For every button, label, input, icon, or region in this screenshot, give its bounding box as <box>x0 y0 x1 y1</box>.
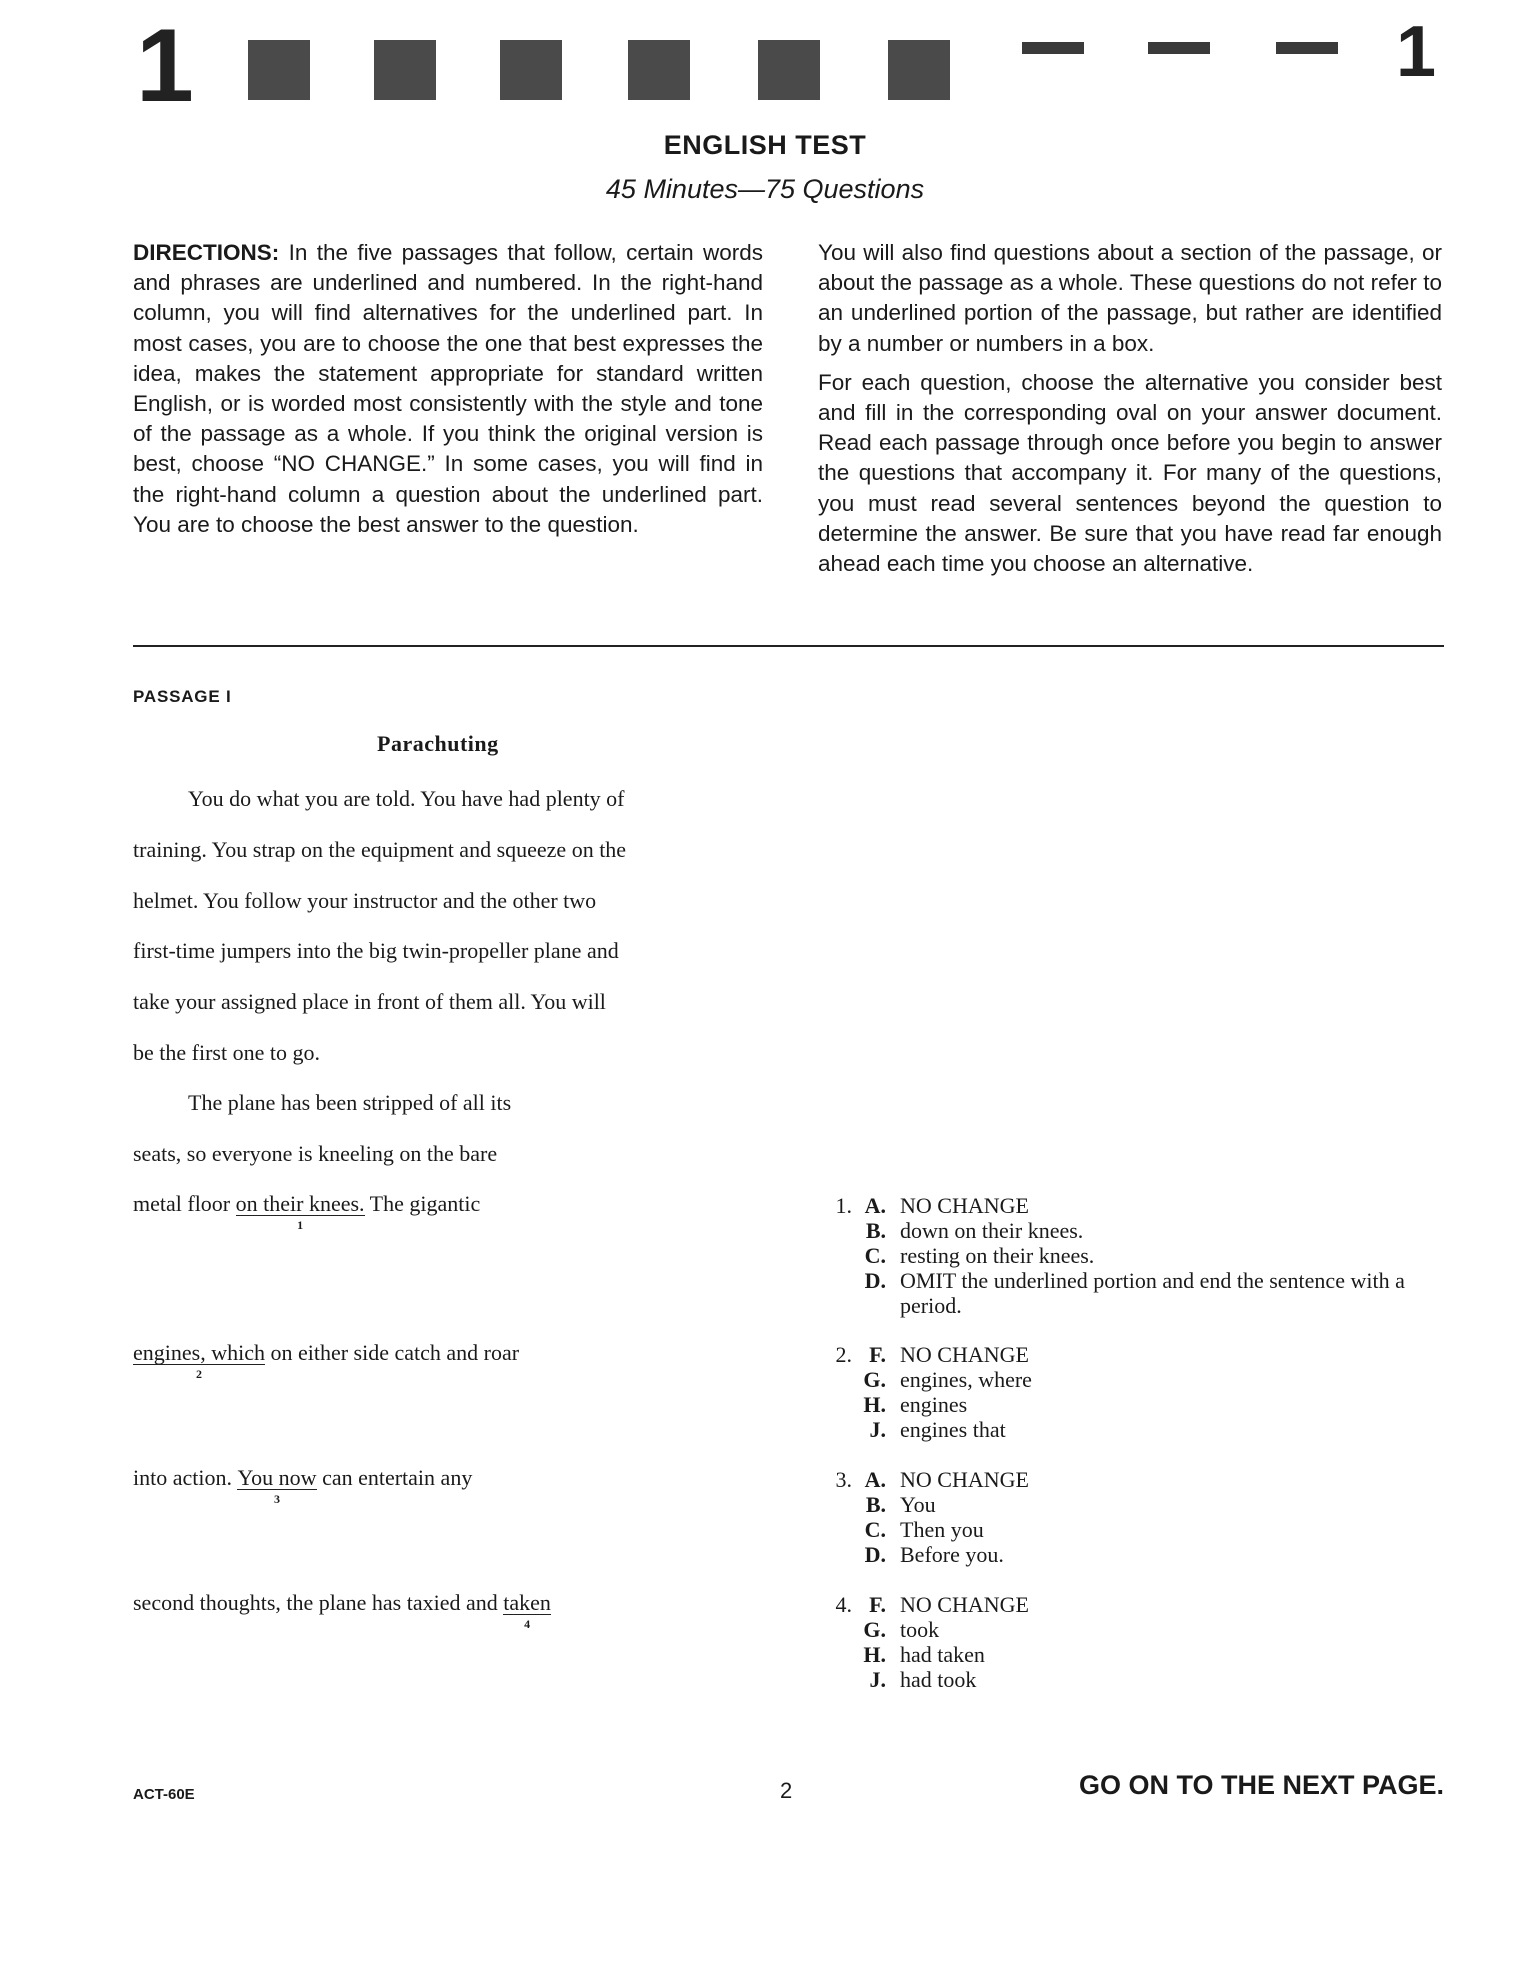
test-title: ENGLISH TEST <box>663 130 867 160</box>
answer-option[interactable] <box>826 1417 1440 1442</box>
answer-option[interactable] <box>826 1617 1440 1642</box>
passage-label: PASSAGE I <box>133 687 232 706</box>
answer-option[interactable] <box>826 1243 1440 1268</box>
option-letter: H. <box>863 1392 886 1417</box>
option-text: OMIT the underlined portion and end the sentence with a period. <box>900 1268 1405 1318</box>
option-text: You <box>900 1492 936 1517</box>
option-text: had took <box>900 1667 977 1692</box>
section-number-right: 1 <box>1396 12 1437 92</box>
passage-line: take your assigned place in front of them all. You will <box>133 989 606 1014</box>
next-page-notice: GO ON TO THE NEXT PAGE. <box>1078 1770 1444 1800</box>
answer-option[interactable] <box>826 1642 1440 1667</box>
directions-right <box>818 238 1442 588</box>
passage-line <box>133 1590 551 1631</box>
section-block <box>888 40 950 100</box>
option-text: engines that <box>900 1417 1006 1442</box>
option-text: Before you. <box>900 1542 1004 1567</box>
question-number: 3. <box>835 1467 852 1492</box>
directions-right-para-1: You will also find questions about a section of the passage, or about the passage as a whole. These questions do not refer to an underlined portion of the passage, but rather are identified by a number or numbers in a box. <box>818 240 1442 356</box>
answer-option[interactable] <box>826 1542 1440 1567</box>
section-dash <box>1276 42 1338 54</box>
underlined-portion-2 <box>133 1340 265 1381</box>
option-text: down on their knees. <box>900 1218 1084 1243</box>
answer-option[interactable] <box>826 1193 1440 1218</box>
option-text: engines <box>900 1392 968 1417</box>
option-letter: D. <box>864 1268 886 1293</box>
passage-line: seats, so everyone is kneeling on the bare <box>133 1141 498 1166</box>
passage-title: Parachuting <box>377 731 499 756</box>
option-letter: H. <box>863 1642 886 1667</box>
option-letter: A. <box>864 1467 886 1492</box>
answer-option[interactable] <box>826 1392 1440 1417</box>
passage-line: You do what you are told. You have had plenty of <box>188 786 625 811</box>
option-text: NO CHANGE <box>900 1592 1029 1617</box>
answer-option[interactable] <box>826 1467 1440 1492</box>
option-text: NO CHANGE <box>900 1193 1029 1218</box>
option-letter: A. <box>864 1193 886 1218</box>
option-letter: F. <box>869 1592 886 1617</box>
section-block <box>374 40 436 100</box>
option-letter: F. <box>869 1342 886 1367</box>
option-letter: B. <box>865 1492 886 1517</box>
section-number: 1 <box>136 8 194 124</box>
option-text: NO CHANGE <box>900 1467 1029 1492</box>
question-4 <box>826 1592 1440 1692</box>
option-letter: J. <box>869 1417 886 1442</box>
passage-text: into action. <box>133 1465 238 1490</box>
option-letter: B. <box>865 1218 886 1243</box>
passage-text: on either side catch and roar <box>264 1340 520 1365</box>
option-letter: J. <box>869 1667 886 1692</box>
passage-line <box>133 1340 520 1381</box>
answer-option[interactable] <box>826 1218 1440 1243</box>
passage-line: first-time jumpers into the big twin-propeller plane and <box>133 938 619 963</box>
answer-option[interactable] <box>826 1268 1440 1318</box>
passage-text: can entertain any <box>316 1465 473 1490</box>
option-letter: G. <box>863 1367 886 1392</box>
answer-option[interactable] <box>826 1367 1440 1392</box>
underlined-text: engines, which <box>133 1340 265 1365</box>
option-letter: C. <box>864 1517 886 1542</box>
question-1 <box>826 1193 1440 1318</box>
directions-label: DIRECTIONS: <box>133 240 280 265</box>
section-block <box>248 40 310 100</box>
divider-rule <box>133 645 1444 647</box>
question-marker: 2 <box>195 1367 202 1381</box>
passage-text: metal floor <box>133 1191 236 1216</box>
form-code: ACT-60E <box>133 1786 195 1803</box>
answer-option[interactable] <box>826 1492 1440 1517</box>
question-marker: 1 <box>297 1218 304 1232</box>
passage-line: The plane has been stripped of all its <box>188 1090 512 1115</box>
option-text: took <box>900 1617 940 1642</box>
answer-option[interactable] <box>826 1342 1440 1367</box>
passage-line <box>133 1465 473 1506</box>
question-2 <box>826 1342 1440 1442</box>
passage-line: be the first one to go. <box>133 1040 320 1065</box>
answer-option[interactable] <box>826 1667 1440 1692</box>
section-dash <box>1022 42 1084 54</box>
directions-right-para-2: For each question, choose the alternative you consider best and fill in the corresponding oval on your answer document. Read each passage through once before you begin to answer the questions that accompany it. For many of the questions, you must read several sentences beyond the question to determine the answer. Be sure that you have read far enough ahead each time you choose an alternative. <box>818 369 1442 577</box>
option-letter: C. <box>864 1243 886 1268</box>
underlined-portion-4 <box>503 1590 551 1631</box>
test-subtitle: 45 Minutes—75 Questions <box>605 174 925 204</box>
underlined-text: You now <box>237 1465 317 1490</box>
option-text: NO CHANGE <box>900 1342 1029 1367</box>
directions-left-text: In the five passages that follow, certain words and phrases are underlined and numbered. In the right-hand column, you will find alternatives for the underlined part. In most cases, you are to choose the one that best expresses the idea, makes the statement appropriate for standard written English, or is worded most consistently with the style and tone of the passage as a whole. If you think the original version is best, choose “NO CHANGE.” In some cases, you will find in the right-hand column a question about the underlined part. You are to choose the best answer to the question. <box>133 240 763 537</box>
question-number: 1. <box>835 1193 852 1218</box>
underlined-text: on their knees. <box>235 1191 365 1216</box>
option-text: resting on their knees. <box>900 1243 1095 1268</box>
section-block <box>628 40 690 100</box>
underlined-text: taken <box>503 1590 551 1615</box>
passage-line <box>133 1191 481 1232</box>
answer-option[interactable] <box>826 1517 1440 1542</box>
page-number: 2 <box>780 1778 793 1803</box>
question-marker: 4 <box>524 1617 531 1631</box>
passage-line: helmet. You follow your instructor and the other two <box>133 888 597 913</box>
question-number: 2. <box>835 1342 852 1367</box>
option-letter: G. <box>863 1617 886 1642</box>
section-block <box>758 40 820 100</box>
option-text: Then you <box>900 1517 984 1542</box>
answer-option[interactable] <box>826 1592 1440 1617</box>
option-letter: D. <box>864 1542 886 1567</box>
passage-text: second thoughts, the plane has taxied and <box>133 1590 504 1615</box>
section-dash <box>1148 42 1210 54</box>
directions-left <box>133 238 763 540</box>
question-number: 4. <box>835 1592 852 1617</box>
section-block <box>500 40 562 100</box>
option-text: had taken <box>900 1642 985 1667</box>
option-text: engines, where <box>900 1367 1032 1392</box>
underlined-portion-1 <box>235 1191 365 1232</box>
passage-text: The gigantic <box>364 1191 481 1216</box>
question-3 <box>826 1467 1440 1567</box>
question-marker: 3 <box>274 1492 281 1506</box>
passage-line: training. You strap on the equipment and squeeze on the <box>133 837 627 862</box>
underlined-portion-3 <box>237 1465 317 1506</box>
